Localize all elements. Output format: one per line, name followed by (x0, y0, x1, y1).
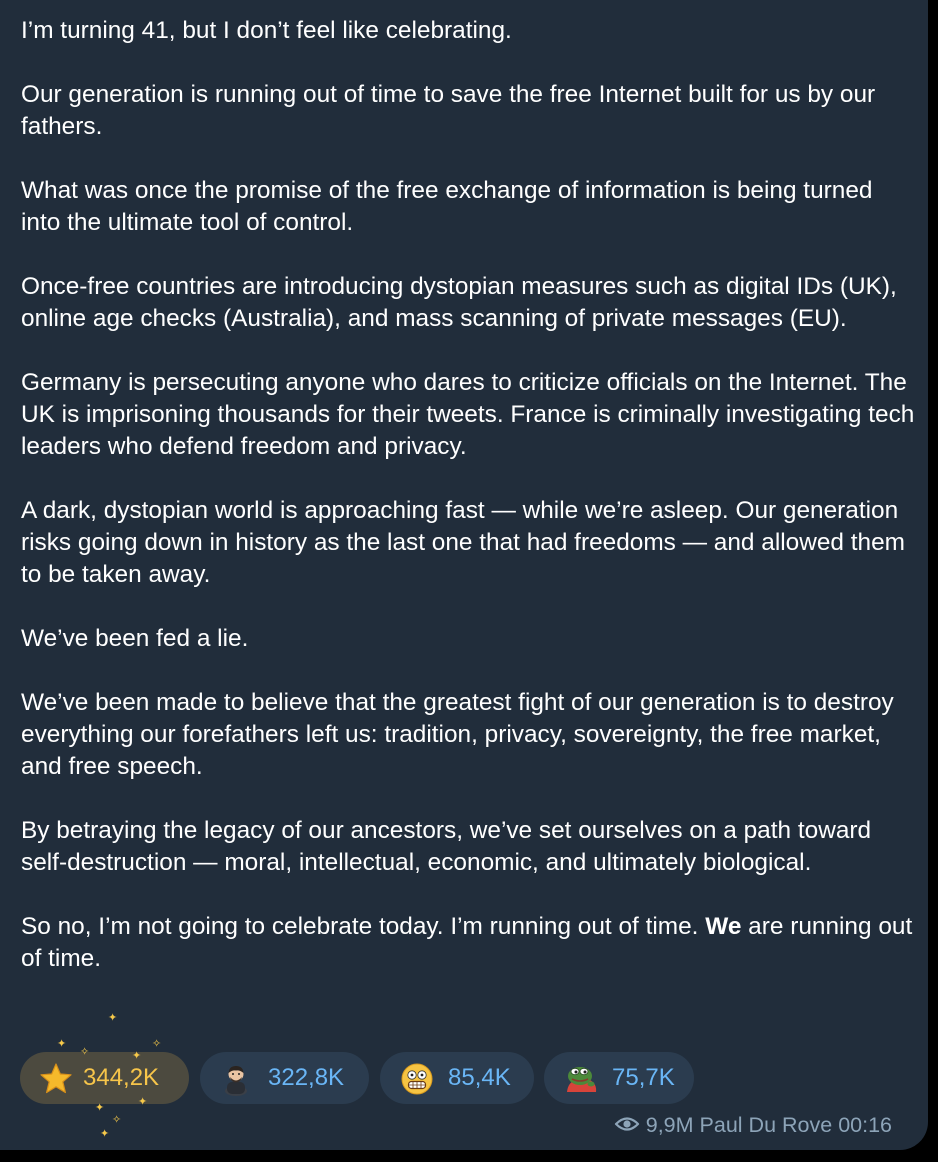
sparkle-decoration: ✦ (95, 1101, 105, 1114)
sparkle-decoration: ✦ (100, 1127, 110, 1140)
sparkle-decoration: ✦ (57, 1037, 67, 1050)
person-emoji-icon (219, 1062, 253, 1096)
sparkle-decoration: ✧ (80, 1045, 90, 1058)
message-paragraph: Once-free countries are introducing dystopian measures such as digital IDs (UK), online age checks (Australia), and mass scanning of private messages (EU). (21, 273, 904, 332)
reaction-count: 344,2K (83, 1064, 160, 1091)
sparkle-decoration: ✧ (152, 1037, 162, 1050)
message-paragraph: Our generation is running out of time to save the free Internet built for us by our fathers. (21, 81, 882, 140)
sparkle-decoration: ✦ (138, 1095, 148, 1108)
message-text (21, 15, 922, 975)
sparkle-decoration: ✦ (108, 1011, 118, 1024)
message-paragraph: I’m turning 41, but I don’t feel like celebrating. (21, 17, 512, 44)
views-count: 9,9M (645, 1113, 694, 1137)
message-paragraph: A dark, dystopian world is approaching fast — while we’re asleep. Our generation risks going down in history as the last one that had freedoms — and allowed them to be taken away. (21, 497, 912, 588)
reaction-person[interactable] (200, 1052, 369, 1104)
reaction-count: 85,4K (448, 1064, 511, 1091)
reaction-count: 75,7K (612, 1064, 675, 1091)
last-paragraph-end: are running out of time. (21, 913, 920, 972)
message-time: 00:16 (838, 1113, 892, 1137)
eye-icon (614, 1114, 640, 1134)
sparkle-decoration: ✧ (112, 1113, 122, 1126)
message-paragraph-last (21, 913, 919, 972)
reaction-grinning[interactable] (380, 1052, 534, 1104)
frog-emoji-icon (564, 1062, 598, 1096)
message-paragraph: Germany is persecuting anyone who dares to criticize officials on the Internet. The UK is imprisoning thousands for their tweets. France is criminally investigating tech leaders who defend freedom and privacy. (21, 369, 922, 460)
author-name: Paul Du Rove (699, 1113, 833, 1137)
message-meta (614, 1110, 892, 1140)
reaction-count: 322,8K (268, 1064, 345, 1091)
sparkle-decoration: ✦ (132, 1049, 142, 1062)
reaction-frog[interactable] (544, 1052, 694, 1104)
message-paragraph: We’ve been made to believe that the greatest fight of our generation is to destroy everything our forefathers left us: tradition, privacy, sovereignty, the free market, and free speech. (21, 689, 901, 780)
last-paragraph-start: So no, I’m not going to celebrate today. I’m running out of time. (21, 913, 706, 940)
grinning-face-icon (400, 1062, 434, 1096)
last-paragraph-bold: We (705, 913, 742, 940)
reaction-star[interactable] (20, 1011, 189, 1140)
message-paragraph: We’ve been fed a lie. (21, 625, 249, 652)
message-paragraph: By betraying the legacy of our ancestors, we’ve set ourselves on a path toward self-destruction — moral, intellectual, economic, and ultimately biological. (21, 817, 878, 876)
message-paragraph: What was once the promise of the free exchange of information is being turned into the ultimate tool of control. (21, 177, 880, 236)
star-icon (39, 1062, 73, 1096)
